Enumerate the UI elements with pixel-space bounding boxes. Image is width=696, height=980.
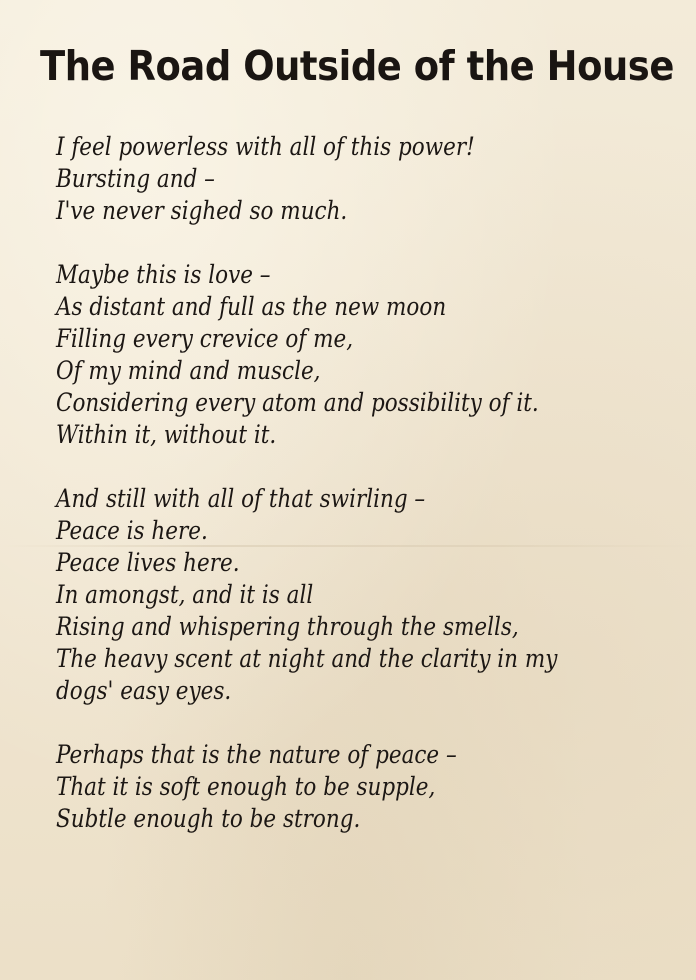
stanza [56, 739, 676, 835]
poem-line: Filling every crevice of me, [56, 324, 354, 353]
poem-body [56, 131, 676, 867]
poem-line: The heavy scent at night and the clarity in my [56, 644, 558, 673]
poem-line: Within it, without it. [56, 420, 277, 449]
poem-line: I've never sighed so much. [56, 196, 348, 225]
poem-line: Perhaps that is the nature of peace – [56, 740, 457, 769]
poem-line: Maybe this is love – [56, 260, 271, 289]
poem-line: As distant and full as the new moon [56, 292, 447, 321]
poem-line: I feel powerless with all of this power! [56, 132, 475, 161]
stanza [56, 259, 676, 451]
poem-line: That it is soft enough to be supple, [56, 772, 436, 801]
stanza [56, 483, 676, 707]
poem-line: In amongst, and it is all [56, 580, 314, 609]
poem-line: Considering every atom and possibility of it. [56, 388, 539, 417]
poem-line: Of my mind and muscle, [56, 356, 321, 385]
poem-line: Rising and whispering through the smells, [56, 612, 519, 641]
poem-line: And still with all of that swirling – [56, 484, 426, 513]
poem-line: Bursting and – [56, 164, 215, 193]
poem-line: dogs' easy eyes. [56, 676, 232, 705]
poem-line: Peace lives here. [56, 548, 240, 577]
poem-line: Peace is here. [56, 516, 208, 545]
poem-title: The Road Outside of the House [40, 42, 674, 90]
poem-line: Subtle enough to be strong. [56, 804, 361, 833]
stanza [56, 131, 676, 227]
